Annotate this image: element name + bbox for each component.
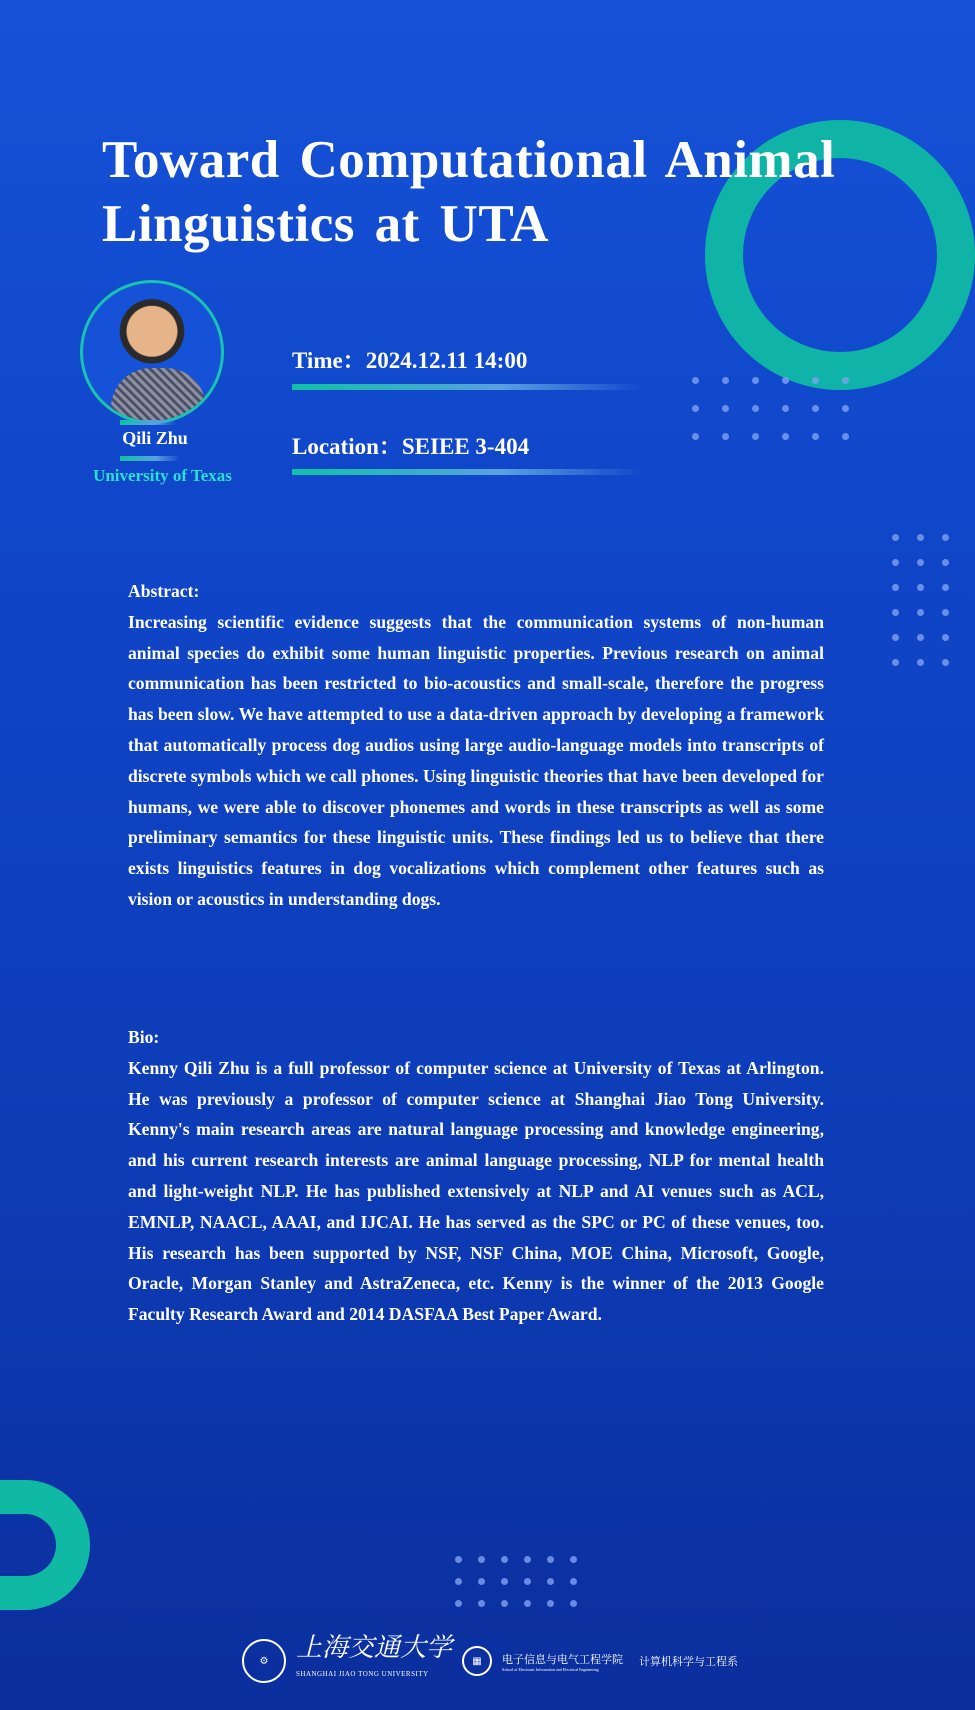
dot <box>478 1578 485 1585</box>
dot <box>547 1578 554 1585</box>
speaker-photo <box>80 280 224 424</box>
decorative-dots <box>892 534 967 666</box>
dot <box>892 634 899 641</box>
dot <box>812 433 819 440</box>
footer-logos <box>242 1635 738 1687</box>
decorative-dots <box>692 377 872 440</box>
dot <box>782 405 789 412</box>
abstract-text: Increasing scientific evidence suggests that the communication systems of non-human animal species do exhibit some human linguistic properties. Previous research on animal communication has been restricted to bio-acoustics and small-scale, therefore the progress has been slow. We have attempted to use a data-driven approach by developing a framework that automatically process dog audios using large audio-language models into transcripts of discrete symbols which we call phones. Using linguistic theories that have been developed for humans, we were able to discover phonemes and words in these transcripts as well as some preliminary semantics for these linguistic units. These findings led us to believe that there exists linguistics features in dog vocalizations which complement other features such as vision or acoustics in understanding dogs. <box>128 611 824 909</box>
divider <box>292 384 642 390</box>
divider <box>120 420 176 425</box>
dot <box>942 559 949 566</box>
dot <box>478 1556 485 1563</box>
dot <box>547 1556 554 1563</box>
dot <box>842 433 849 440</box>
dot <box>478 1600 485 1607</box>
dot <box>812 377 819 384</box>
dot <box>455 1578 462 1585</box>
dot <box>942 534 949 541</box>
dot <box>692 405 699 412</box>
dot <box>570 1556 577 1563</box>
department-name: 计算机科学与工程系 <box>639 1656 739 1668</box>
dot <box>917 584 924 591</box>
dot <box>782 433 789 440</box>
divider <box>292 469 642 475</box>
divider <box>120 456 180 461</box>
decorative-dots <box>455 1556 593 1607</box>
dot <box>917 609 924 616</box>
dot <box>892 559 899 566</box>
dot <box>942 634 949 641</box>
location-value: SEIEE 3-404 <box>401 434 530 459</box>
speaker-name: Qili Zhu <box>122 428 188 448</box>
dot <box>782 377 789 384</box>
seiee-logo: 电子信息与电气工程学院 School of Electronic Information and Electrical Engineering <box>502 1653 624 1672</box>
dot <box>752 377 759 384</box>
dot <box>917 534 924 541</box>
bio-heading: Bio: <box>128 1027 160 1047</box>
bio-text: Kenny Qili Zhu is a full professor of computer science at University of Texas at Arlington. He was previously a professor of computer science at Shanghai Jiao Tong University. Kenny's main research areas are natural language processing and knowledge engineering, and his current research interests are animal language processing, NLP for mental health and light-weight NLP. He has published extensively at NLP and AI venues such as ACL, EMNLP, NAACL, AAAI, and IJCAI. He has served as the SPC or PC of these venues, too. His research has been supported by NSF, NSF China, MOE China, Microsoft, Google, Oracle, Morgan Stanley and AstraZeneca, etc. Kenny is the winner of the 2013 Google Faculty Research Award and 2014 DASFAA Best Paper Award. <box>128 1057 824 1325</box>
dot <box>942 659 949 666</box>
dot <box>501 1578 508 1585</box>
speaker-affiliation: University of Texas <box>93 466 232 485</box>
bio-section <box>128 1022 824 1330</box>
dot <box>524 1556 531 1563</box>
dot <box>917 634 924 641</box>
sjtu-logo: 上海交通大学 SHANGHAI JIAO TONG UNIVERSITY <box>296 1633 453 1678</box>
time-value: 2024.12.11 14:00 <box>365 348 528 373</box>
dot <box>917 559 924 566</box>
abstract-heading: Abstract: <box>128 581 200 601</box>
time-row <box>292 342 527 375</box>
time-label: Time： <box>292 348 366 373</box>
dot <box>692 433 699 440</box>
page-title: Toward Computational Animal Linguistics at UTA <box>102 131 836 253</box>
dot <box>892 534 899 541</box>
dot <box>942 584 949 591</box>
dot <box>722 377 729 384</box>
dot <box>501 1556 508 1563</box>
dot <box>752 433 759 440</box>
dot <box>722 433 729 440</box>
dot <box>752 405 759 412</box>
dot <box>570 1578 577 1585</box>
dot <box>892 584 899 591</box>
dot <box>842 377 849 384</box>
sjtu-seal-logo: ⚙ <box>242 1639 286 1683</box>
dot <box>942 609 949 616</box>
location-label: Location： <box>292 434 402 459</box>
location-row <box>292 428 529 461</box>
decorative-ring <box>0 1480 90 1610</box>
dot <box>570 1600 577 1607</box>
dot <box>842 405 849 412</box>
abstract-section <box>128 576 824 915</box>
dot <box>892 609 899 616</box>
dot <box>524 1600 531 1607</box>
dot <box>455 1556 462 1563</box>
dot <box>722 405 729 412</box>
dot <box>547 1600 554 1607</box>
dot <box>892 659 899 666</box>
seiee-logo-icon: ▦ <box>462 1646 492 1676</box>
dot <box>812 405 819 412</box>
dot <box>455 1600 462 1607</box>
dot <box>917 659 924 666</box>
dot <box>692 377 699 384</box>
dot <box>501 1600 508 1607</box>
dot <box>524 1578 531 1585</box>
